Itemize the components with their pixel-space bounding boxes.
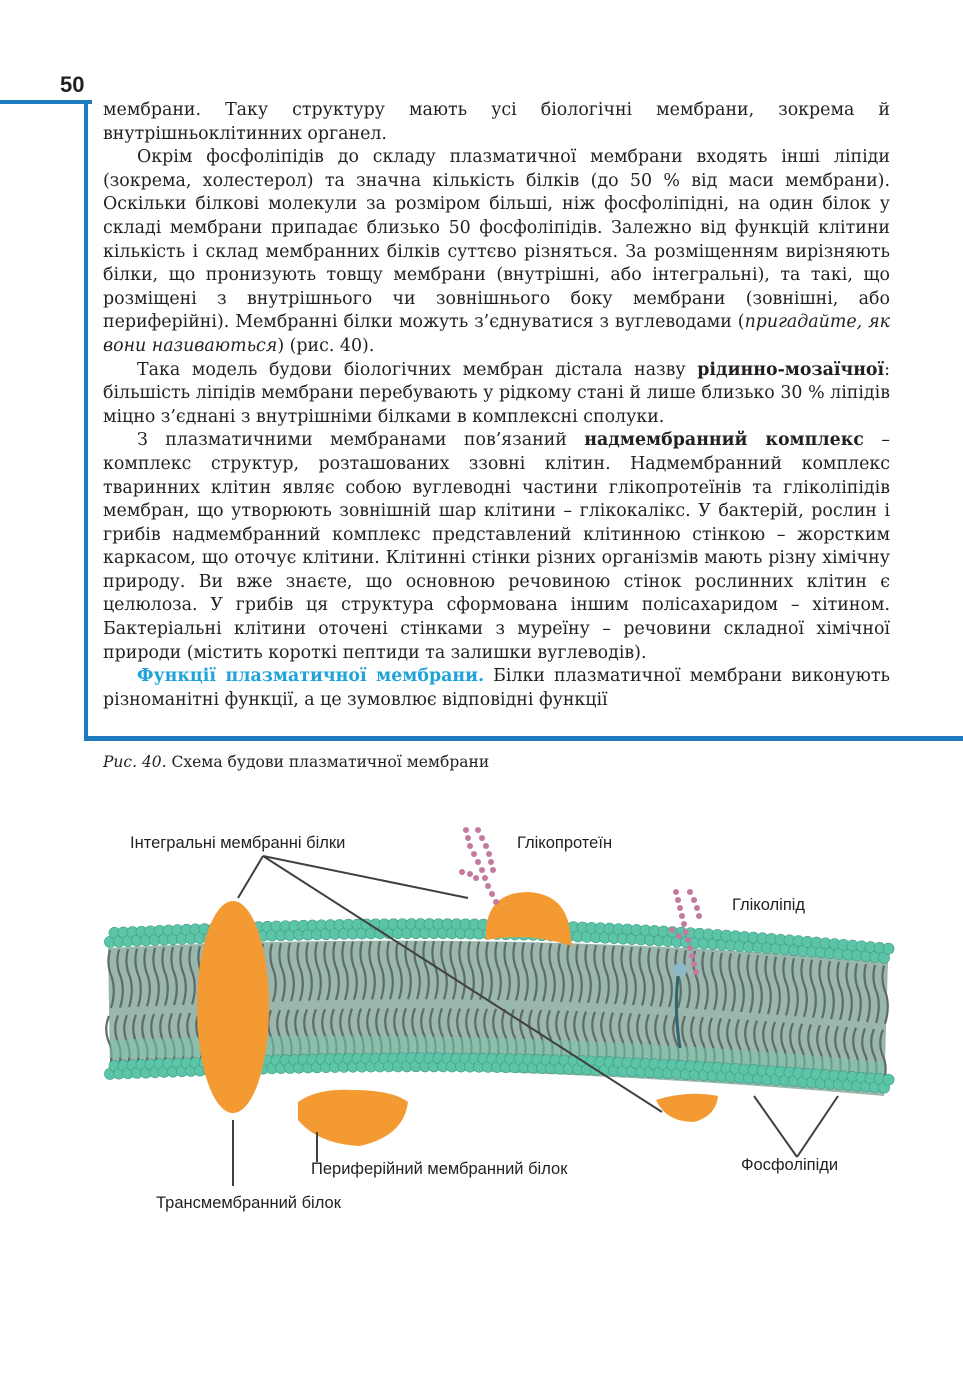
paragraph [103, 429, 890, 665]
label-glycoprotein: Глікопротеїн [517, 834, 613, 852]
label-integral-proteins: Інтегральні мембранні білки [130, 834, 346, 852]
membrane-diagram [0, 800, 963, 1240]
figure-caption [103, 753, 489, 771]
paragraph [103, 99, 890, 146]
caption-text: . Схема будови плазматичної мембрани [161, 753, 490, 771]
glycoprotein-sugar-chain [459, 827, 499, 905]
paragraph [103, 359, 890, 430]
lipid-head [883, 1074, 894, 1085]
text-run: Білки плазматичної мембрани виконують різноманітні функції, а це зумовлює відповідні функції [103, 666, 890, 710]
accent-rule-bottom [84, 736, 963, 741]
text-bold: рідинно-мозаїчної [697, 359, 885, 380]
text-run: Така модель будови біологічних мембран дістала назву [137, 359, 698, 380]
accent-rule-left [84, 100, 88, 740]
accent-rule-top [0, 100, 92, 104]
text-accent: Функції плазматичної мембрани. [137, 666, 485, 687]
paragraph [103, 146, 890, 358]
body-text [103, 99, 890, 712]
paragraph [103, 665, 890, 712]
caption-prefix: Рис. 40 [103, 753, 162, 771]
glycolipid-head [673, 963, 687, 977]
small-integral-protein [656, 1094, 718, 1122]
text-italic: пригадайте, як вони називаються [103, 312, 890, 356]
peripheral-protein [298, 1090, 408, 1146]
transmembrane-protein [197, 901, 269, 1113]
text-run: Окрім фосфоліпідів до складу плазматичної мембрани входять інші ліпіди (зокрема, холестерол) та значна кількість білків (до 50 % від маси мембрани). Оскільки білкові молекули за розміром більші, ніж фосфоліпідні, на один білок у складі мембрани припадає близько 50 фосфоліпідів. Залежно від функцій клітини кількість і склад мембранних білків суттєво різняться. За розміщенням вирізняють білки, що пронизують товщу мембрани (внутрішні, або інтегральні), та такі, що розміщені з внутрішнього чи зовнішнього боку мембрани (зовнішні, або периферійні). Мембранні білки можуть з’єднуватися з вуглеводами ( [103, 147, 890, 333]
text-run: : більшість ліпідів мембрани перебувають у рідкому стані й лише близько 30 % ліпідів міцно з’єднані з внутрішніми білками в комплексні сполуки. [103, 359, 890, 427]
label-phospholipids: Фосфоліпіди [741, 1156, 839, 1174]
text-run: – комплекс структур, розташованих ззовні клітин. Надмембранний комплекс тваринних клітин являє собою вуглеводні частини глікопротеїнів та гліколіпідів мембран, що утворюють зовнішній шар клітини – глікокалікс. У бактерій, рослин і грибів надмембранний комплекс представлений клітинною стінкою – жорстким каркасом, що оточує клітини. Клітинні стінки різних організмів мають різну хімічну природу. Ви вже знаєте, що основною речовиною стінок рослинних клітин є целюлоза. У грибів ця структура сформована іншим полісахаридом – хітином. Бактеріальні клітини оточені стінками з муреїну – речовини складної хімічної природи (містить короткі пептиди та залишки вуглеводів). [103, 430, 890, 663]
text-run: мембрани. Таку структуру мають усі біологічні мембрани, зокрема й внутрішньоклітинних органел. [103, 100, 890, 144]
text-run: З плазматичними мембранами пов’язаний [137, 430, 585, 451]
label-transmembrane-protein: Трансмембранний білок [156, 1194, 341, 1212]
text-run: ) (рис. 40). [277, 335, 375, 356]
lipid-head [883, 943, 894, 954]
membrane-figure [0, 800, 963, 1240]
page-number: 50 [60, 72, 85, 97]
text-bold: надмембранний комплекс [584, 430, 864, 451]
label-peripheral-protein: Периферійний мембранний білок [311, 1160, 568, 1178]
label-glycolipid: Гліколіпід [732, 896, 806, 914]
